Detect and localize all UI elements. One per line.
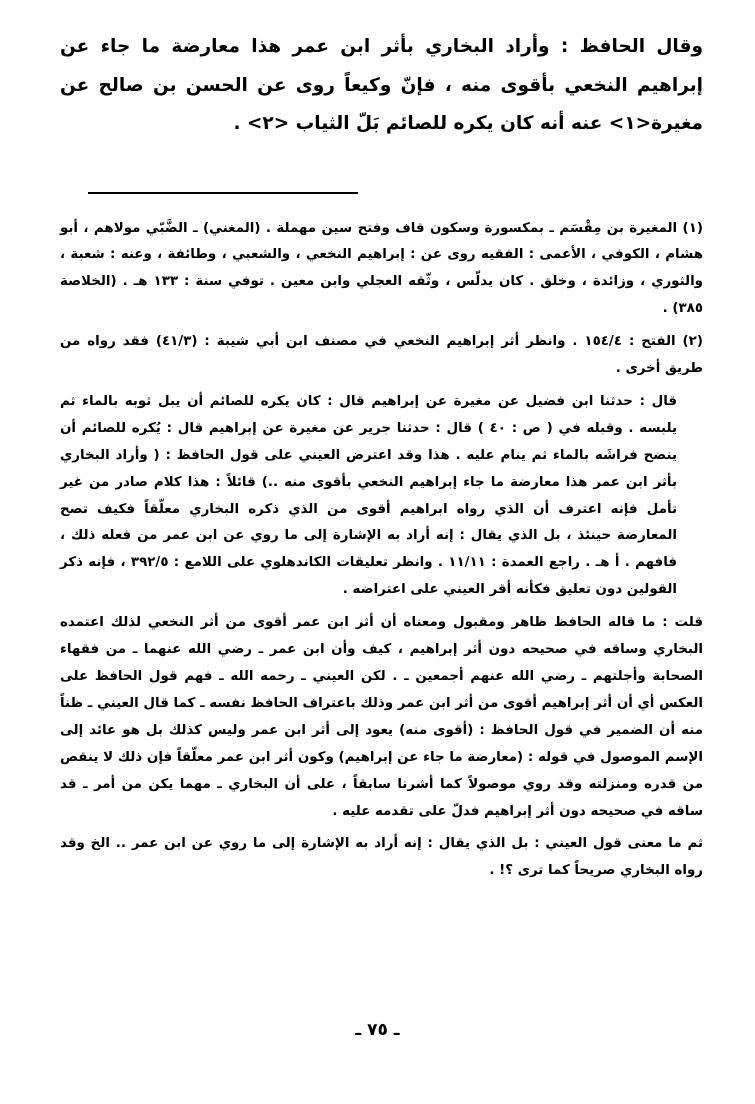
footnote-quote: قال : حدثنا ابن فضيل عن مغيرة عن إبراهيم قال : كان يكره للصائم أن يبل ثوبه بالماء ثم يلبسه . وقبله في ( ص : ٤٠ ) قال : حدثنا جرير عن مغيرة عن إبراهيم قال : يُكره للصائم أن ينضح فراشَه بالماء ثم ينام عليه . هذا وقد اعترض العيني على قول الحافظ : ( وأراد البخاري بأثر ابن عمر هذا معارضة ما جاء إبراهيم النخعي بأقوى منه ..) قائلاً : هذا كلام صادر من غير تأمل فإنه اعترف أن الذي رواه ابراهيم أقوى من الذي ذكره البخاري معلّقاً فكيف تصح المعارضة حينئذ ، بل الذي يقال : إنه أراد به الإشارة إلى ما روي عن ابن عمر من فعله ذلك ، فافهم . أ هـ . راجع العمدة : ١١/١١ . وانظر تعليقات الكاندهلوي على اللامع : ٣٩٢/٥ ، فإنه ذكر القولين دون تعليق فكأنه أقر العيني على اعتراضه .	[60, 393, 677, 598]
footnote-separator	[88, 192, 358, 194]
page-number: ـ ٧٥ ـ	[355, 1020, 400, 1040]
footnote-2: (٢) الفتح : ١٥٤/٤ . وانظر أثر إبراهيم النخعي في مصنف ابن أبي شيبة : (٤١/٣) فقد رواه من طريق أخرى .	[60, 334, 703, 377]
main-paragraph: وقال الحافظ : وأراد البخاري بأثر ابن عمر هذا معارضة ما جاء عن إبراهيم النخعي بأقوى منه ، فإنّ وكيعاً روى عن الحسن بن صالح عن مغيرة<١> عنه أنه كان يكره للصائم بَلّ الثياب <٢> .	[60, 36, 703, 134]
footnote-separator-wrap	[60, 172, 703, 194]
footnote-1: (١) المغيرة بن مِقْسَم ـ بمكسورة وسكون قاف وفتح سين مهملة . (المغني) ـ الضَّبّي مولاهم ، أبو هشام ، الكوفي ، الأعمى : الفقيه روى عن : إبراهيم النخعي ، والشعبي ، وطائفة ، وعنه : شعبة ، والثوري ، وزائدة ، وخلق . كان يدلّس ، وثّقه العجلي وابن معين . توفي سنة : ١٣٣ هـ . (الخلاصة ٣٨٥) .	[60, 220, 703, 317]
footnote-qultu	[60, 610, 703, 825]
qultu-lead: قلت	[674, 615, 703, 631]
footnotes	[60, 216, 703, 886]
page-content	[60, 28, 703, 891]
footnote-closing: ثم ما معنى قول العيني : بل الذي يقال : إنه أراد به الإشارة إلى ما روي عن ابن عمر .. الخ وقد رواه البخاري صريحاً كما ترى ؟! .	[60, 836, 703, 879]
qultu-text: : ما قاله الحافظ ظاهر ومقبول ومعناه أن أثر ابن عمر أقوى من أثر النخعي لذلك اعتمده البخاري وساقه في صحيحه دون أثر إبراهيم ، كيف وأن ابن عمر ـ رضي الله عنهما ـ من فقهاء الصحابة وأجلتهم ـ رضي الله عنهم أجمعين ـ . لكن العيني ـ رحمه الله ـ فهم قول الحافظ على العكس أي أن أثر إبراهيم أقوى من أثر ابن عمر وذلك باعتراف الحافظ نفسه ـ كما قال العيني ـ ظناً منه أن الضمير في قول الحافظ : (أقوى منه) يعود إلى أثر ابن عمر وليس كذلك بل هو عائد إلى الإسم الموصول في قوله : (معارضة ما جاء عن إبراهيم) وكون أثر ابن عمر معلّقاً فإن ذلك لا ينقص من قدره ومنزلته وقد روي موصولاً كما أشرنا سابقاً ، على أن البخاري ـ مهما يكن من أمر ـ قد ساقه في صحيحه دون أثر إبراهيم فدلّ على تقدمه عليه .	[60, 615, 703, 819]
